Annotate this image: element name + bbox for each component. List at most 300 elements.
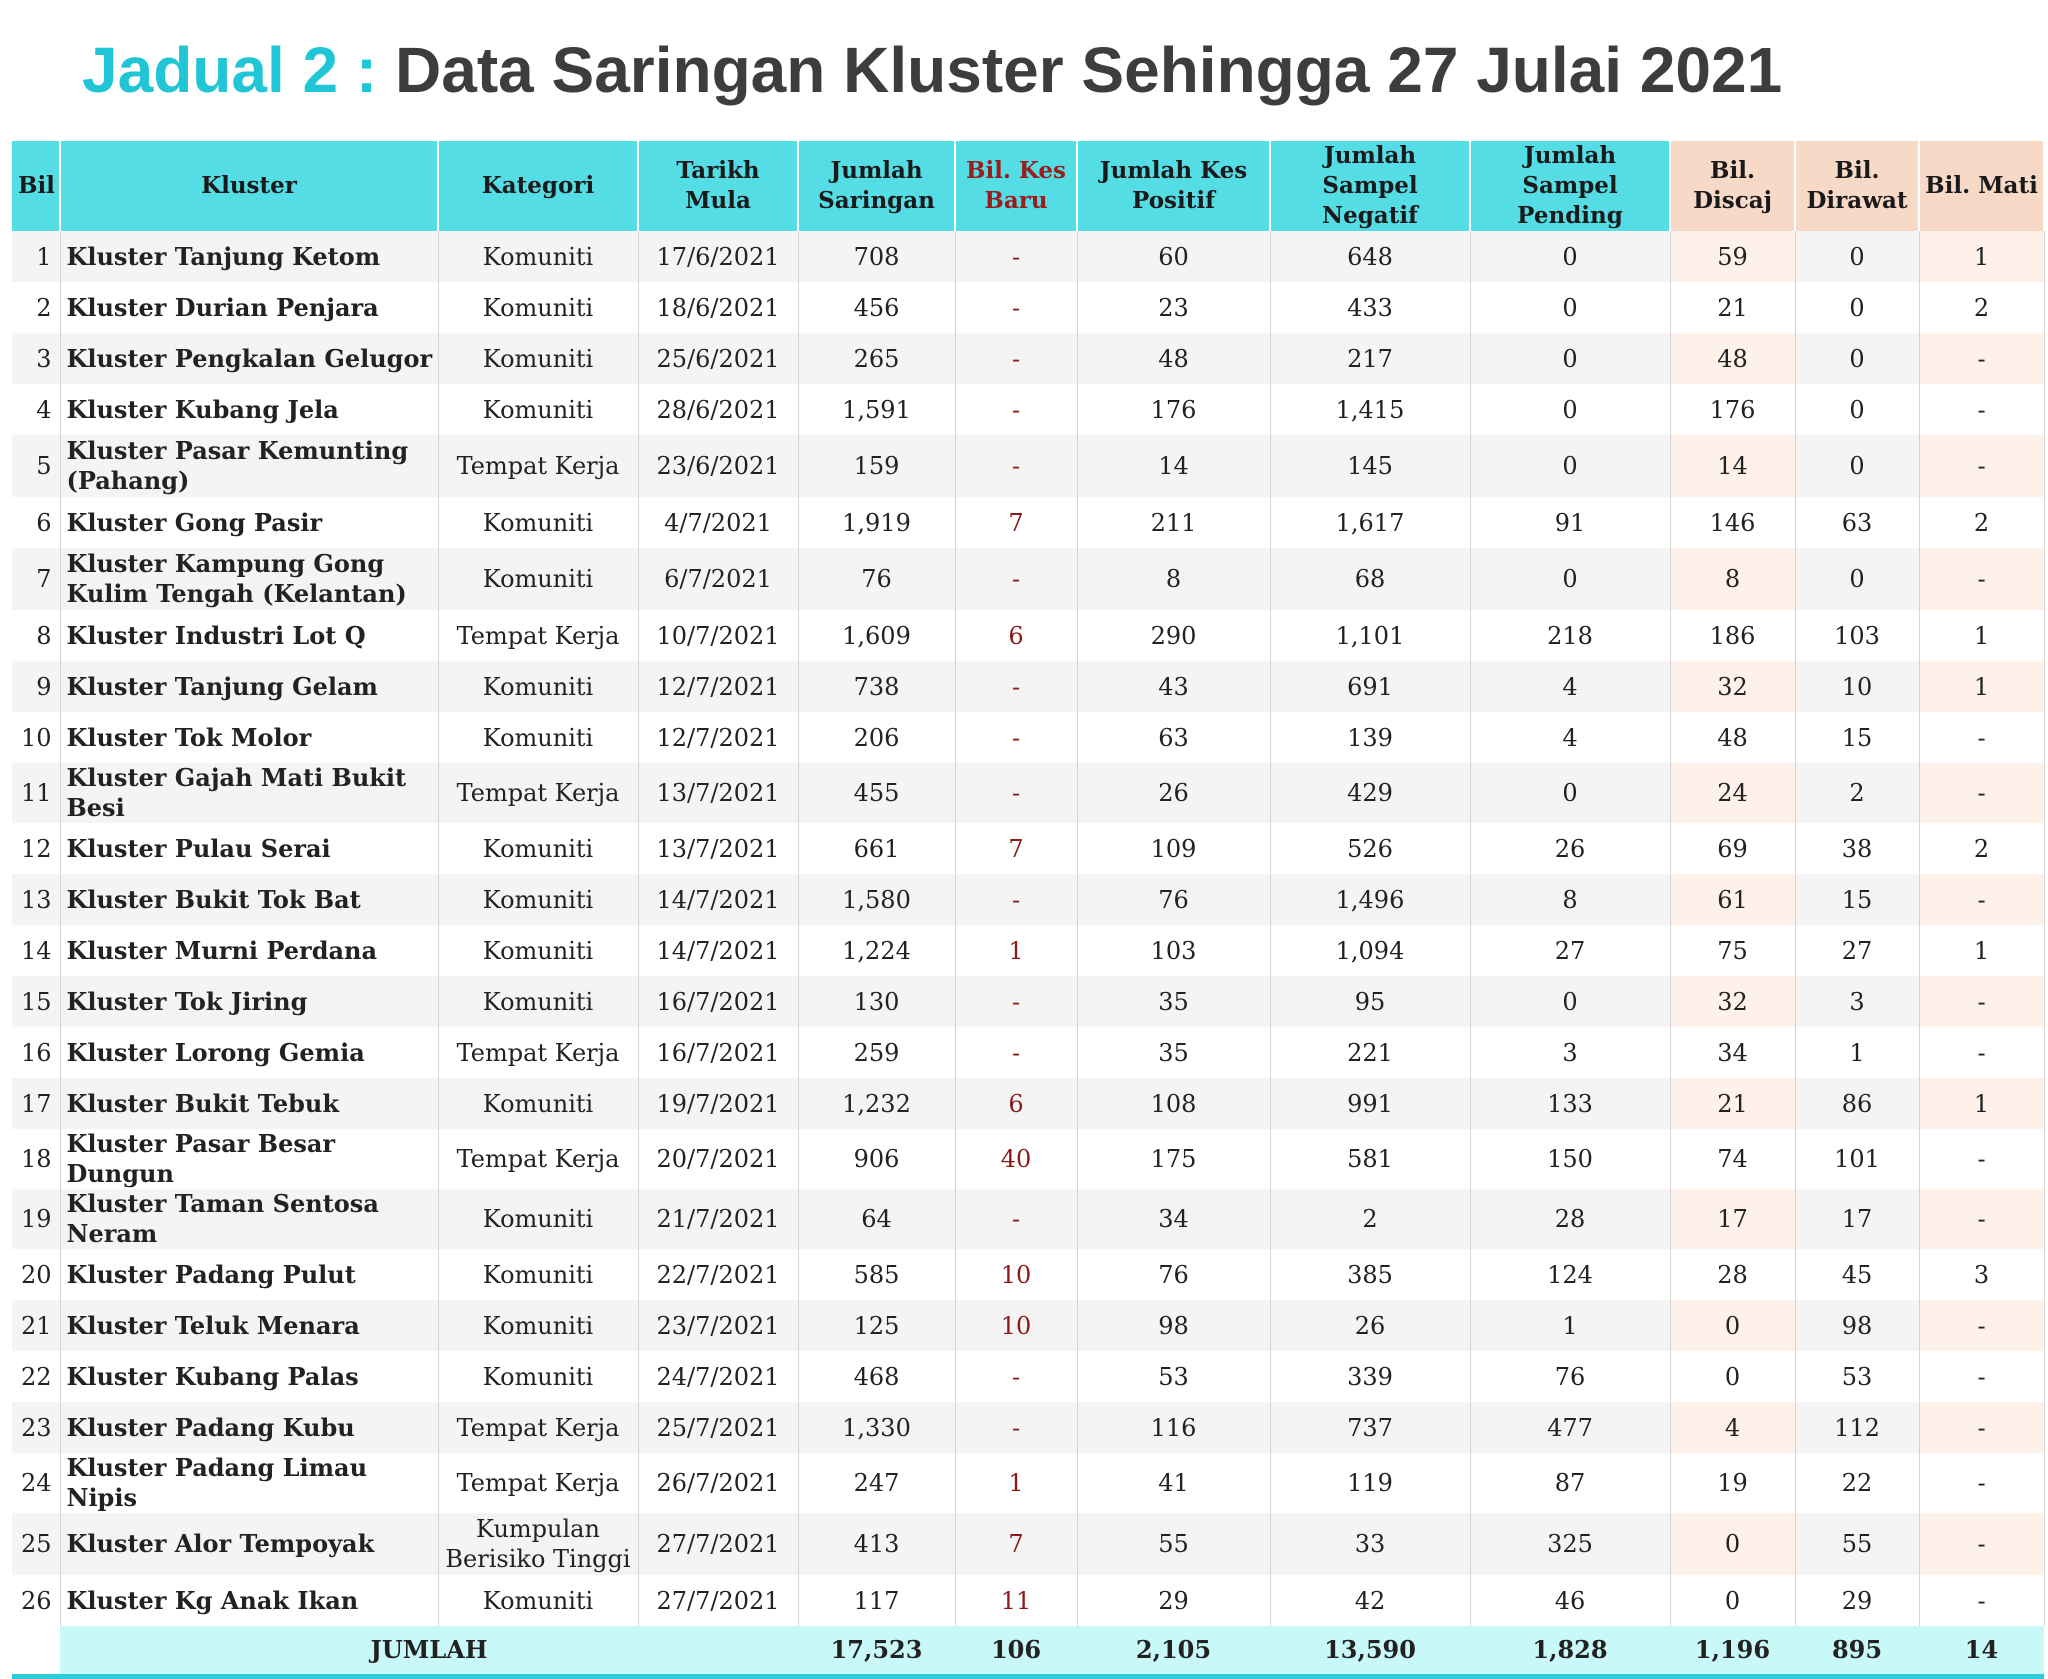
cell-mati: - [1919, 1027, 2044, 1078]
cell-kategori: Tempat Kerja [438, 1453, 638, 1513]
cell-pending: 28 [1470, 1189, 1670, 1249]
cell-bil: 18 [12, 1129, 60, 1189]
cell-saringan: 125 [798, 1300, 955, 1351]
cell-kategori: Komuniti [438, 384, 638, 435]
cell-mati: - [1919, 1129, 2044, 1189]
col-header-kategori: Kategori [438, 141, 638, 231]
cell-kategori: Komuniti [438, 1189, 638, 1249]
cell-positif: 116 [1077, 1402, 1270, 1453]
cell-kes-baru: - [955, 763, 1077, 823]
cell-negatif: 691 [1270, 661, 1470, 712]
cell-negatif: 1,415 [1270, 384, 1470, 435]
cell-negatif: 526 [1270, 823, 1470, 874]
cell-kluster: Kluster Kampung Gong Kulim Tengah (Kelantan) [60, 548, 438, 610]
col-header-pending: Jumlah Sampel Pending [1470, 141, 1670, 231]
total-discaj: 1,196 [1670, 1626, 1795, 1677]
cell-kes-baru: - [955, 548, 1077, 610]
cell-dirawat: 10 [1795, 661, 1919, 712]
total-row [12, 1626, 2044, 1677]
cell-kategori: Komuniti [438, 1575, 638, 1626]
cell-dirawat: 15 [1795, 712, 1919, 763]
total-blank [12, 1626, 60, 1677]
cell-positif: 26 [1077, 763, 1270, 823]
table-row [12, 497, 2044, 548]
cell-mati: - [1919, 1189, 2044, 1249]
cell-saringan: 906 [798, 1129, 955, 1189]
cell-saringan: 708 [798, 231, 955, 282]
cell-pending: 0 [1470, 548, 1670, 610]
cell-kategori: Tempat Kerja [438, 1129, 638, 1189]
total-saringan: 17,523 [798, 1626, 955, 1677]
cell-kes-baru: - [955, 1027, 1077, 1078]
cell-tarikh: 22/7/2021 [638, 1249, 798, 1300]
cell-dirawat: 3 [1795, 976, 1919, 1027]
cell-positif: 60 [1077, 231, 1270, 282]
cell-discaj: 34 [1670, 1027, 1795, 1078]
cell-positif: 76 [1077, 1249, 1270, 1300]
cell-pending: 477 [1470, 1402, 1670, 1453]
cell-dirawat: 63 [1795, 497, 1919, 548]
cell-tarikh: 23/7/2021 [638, 1300, 798, 1351]
cell-kluster: Kluster Durian Penjara [60, 282, 438, 333]
cell-negatif: 1,094 [1270, 925, 1470, 976]
cell-negatif: 33 [1270, 1513, 1470, 1575]
cell-saringan: 456 [798, 282, 955, 333]
cell-pending: 124 [1470, 1249, 1670, 1300]
cell-saringan: 259 [798, 1027, 955, 1078]
cell-positif: 23 [1077, 282, 1270, 333]
cell-mati: 1 [1919, 661, 2044, 712]
cell-pending: 4 [1470, 661, 1670, 712]
cell-tarikh: 24/7/2021 [638, 1351, 798, 1402]
cell-kluster: Kluster Pulau Serai [60, 823, 438, 874]
col-header-bil: Bil [12, 141, 60, 231]
cell-mati: - [1919, 1402, 2044, 1453]
cell-kes-baru: - [955, 384, 1077, 435]
col-header-saringan: Jumlah Saringan [798, 141, 955, 231]
cell-mati: - [1919, 1575, 2044, 1626]
cell-discaj: 28 [1670, 1249, 1795, 1300]
table-row [12, 548, 2044, 610]
cell-pending: 133 [1470, 1078, 1670, 1129]
col-header-dirawat: Bil. Dirawat [1795, 141, 1919, 231]
cell-tarikh: 13/7/2021 [638, 763, 798, 823]
cell-saringan: 455 [798, 763, 955, 823]
cell-kes-baru: 11 [955, 1575, 1077, 1626]
cell-positif: 175 [1077, 1129, 1270, 1189]
cell-bil: 11 [12, 763, 60, 823]
cell-positif: 63 [1077, 712, 1270, 763]
col-header-mati: Bil. Mati [1919, 141, 2044, 231]
cell-kategori: Tempat Kerja [438, 435, 638, 497]
cell-discaj: 19 [1670, 1453, 1795, 1513]
cell-saringan: 1,232 [798, 1078, 955, 1129]
cell-positif: 34 [1077, 1189, 1270, 1249]
cell-kes-baru: - [955, 282, 1077, 333]
cell-saringan: 64 [798, 1189, 955, 1249]
table-row [12, 976, 2044, 1027]
cell-kluster: Kluster Bukit Tebuk [60, 1078, 438, 1129]
table-row [12, 1453, 2044, 1513]
cell-dirawat: 86 [1795, 1078, 1919, 1129]
cell-kategori: Tempat Kerja [438, 763, 638, 823]
cell-kluster: Kluster Padang Limau Nipis [60, 1453, 438, 1513]
cell-tarikh: 16/7/2021 [638, 1027, 798, 1078]
cell-negatif: 648 [1270, 231, 1470, 282]
cell-discaj: 61 [1670, 874, 1795, 925]
cell-saringan: 468 [798, 1351, 955, 1402]
cell-negatif: 385 [1270, 1249, 1470, 1300]
cell-kluster: Kluster Tanjung Ketom [60, 231, 438, 282]
cell-kluster: Kluster Tok Molor [60, 712, 438, 763]
header-row [12, 141, 2044, 231]
cell-saringan: 661 [798, 823, 955, 874]
col-header-discaj: Bil. Discaj [1670, 141, 1795, 231]
cell-positif: 103 [1077, 925, 1270, 976]
cell-mati: - [1919, 435, 2044, 497]
col-header-positif: Jumlah Kes Positif [1077, 141, 1270, 231]
table-row [12, 333, 2044, 384]
cell-positif: 35 [1077, 1027, 1270, 1078]
cell-kluster: Kluster Gong Pasir [60, 497, 438, 548]
cell-tarikh: 6/7/2021 [638, 548, 798, 610]
cell-pending: 3 [1470, 1027, 1670, 1078]
cell-tarikh: 16/7/2021 [638, 976, 798, 1027]
cell-kluster: Kluster Padang Pulut [60, 1249, 438, 1300]
cell-negatif: 1,101 [1270, 610, 1470, 661]
cell-pending: 218 [1470, 610, 1670, 661]
cell-bil: 23 [12, 1402, 60, 1453]
cell-saringan: 1,919 [798, 497, 955, 548]
table-row [12, 661, 2044, 712]
cell-negatif: 95 [1270, 976, 1470, 1027]
cell-kluster: Kluster Gajah Mati Bukit Besi [60, 763, 438, 823]
cell-kategori: Komuniti [438, 661, 638, 712]
cell-tarikh: 25/6/2021 [638, 333, 798, 384]
cell-negatif: 433 [1270, 282, 1470, 333]
cell-negatif: 2 [1270, 1189, 1470, 1249]
cell-mati: 1 [1919, 231, 2044, 282]
cell-discaj: 0 [1670, 1575, 1795, 1626]
cell-positif: 211 [1077, 497, 1270, 548]
cell-kluster: Kluster Teluk Menara [60, 1300, 438, 1351]
cell-saringan: 1,330 [798, 1402, 955, 1453]
cell-tarikh: 28/6/2021 [638, 384, 798, 435]
cell-discaj: 14 [1670, 435, 1795, 497]
cell-kategori: Tempat Kerja [438, 1402, 638, 1453]
cell-pending: 46 [1470, 1575, 1670, 1626]
cell-mati: 2 [1919, 497, 2044, 548]
cell-kategori: Komuniti [438, 1300, 638, 1351]
cell-kes-baru: - [955, 712, 1077, 763]
cell-tarikh: 25/7/2021 [638, 1402, 798, 1453]
cell-discaj: 0 [1670, 1300, 1795, 1351]
title-prefix: Jadual 2 : [82, 34, 378, 106]
cell-kluster: Kluster Taman Sentosa Neram [60, 1189, 438, 1249]
cell-bil: 16 [12, 1027, 60, 1078]
cell-kluster: Kluster Industri Lot Q [60, 610, 438, 661]
cell-mati: - [1919, 1453, 2044, 1513]
cell-dirawat: 98 [1795, 1300, 1919, 1351]
title-text: Data Saringan Kluster Sehingga 27 Julai 2021 [395, 34, 1783, 106]
cell-kes-baru: 7 [955, 823, 1077, 874]
cell-discaj: 69 [1670, 823, 1795, 874]
cell-bil: 26 [12, 1575, 60, 1626]
cell-mati: - [1919, 548, 2044, 610]
cell-tarikh: 12/7/2021 [638, 712, 798, 763]
table-row [12, 610, 2044, 661]
cell-negatif: 1,496 [1270, 874, 1470, 925]
table-row [12, 823, 2044, 874]
cell-kluster: Kluster Bukit Tok Bat [60, 874, 438, 925]
cell-pending: 91 [1470, 497, 1670, 548]
cell-saringan: 1,224 [798, 925, 955, 976]
cell-kes-baru: 1 [955, 1453, 1077, 1513]
table-row [12, 1513, 2044, 1575]
cell-kategori: Komuniti [438, 1249, 638, 1300]
cell-kategori: Komuniti [438, 976, 638, 1027]
cell-bil: 4 [12, 384, 60, 435]
cluster-table [12, 141, 2045, 1679]
total-pending: 1,828 [1470, 1626, 1670, 1677]
cell-pending: 0 [1470, 384, 1670, 435]
cell-tarikh: 10/7/2021 [638, 610, 798, 661]
cell-mati: 2 [1919, 823, 2044, 874]
col-header-kes-baru: Bil. Kes Baru [955, 141, 1077, 231]
col-header-negatif: Jumlah Sampel Negatif [1270, 141, 1470, 231]
table-row [12, 1189, 2044, 1249]
cell-kluster: Kluster Pasar Kemunting (Pahang) [60, 435, 438, 497]
total-label: JUMLAH [60, 1626, 798, 1677]
cell-dirawat: 17 [1795, 1189, 1919, 1249]
cell-kes-baru: - [955, 333, 1077, 384]
cell-kategori: Komuniti [438, 823, 638, 874]
cell-mati: - [1919, 1351, 2044, 1402]
total-mati: 14 [1919, 1626, 2044, 1677]
cell-positif: 108 [1077, 1078, 1270, 1129]
total-positif: 2,105 [1077, 1626, 1270, 1677]
cell-discaj: 24 [1670, 763, 1795, 823]
cell-bil: 22 [12, 1351, 60, 1402]
cell-saringan: 159 [798, 435, 955, 497]
cell-dirawat: 0 [1795, 384, 1919, 435]
col-header-kluster: Kluster [60, 141, 438, 231]
cell-negatif: 221 [1270, 1027, 1470, 1078]
cell-kategori: Tempat Kerja [438, 610, 638, 661]
cell-pending: 1 [1470, 1300, 1670, 1351]
table-row [12, 435, 2044, 497]
table-row [12, 1575, 2044, 1626]
cell-kluster: Kluster Kubang Palas [60, 1351, 438, 1402]
cell-kes-baru: - [955, 874, 1077, 925]
cell-kategori: Komuniti [438, 282, 638, 333]
cell-saringan: 117 [798, 1575, 955, 1626]
cell-dirawat: 112 [1795, 1402, 1919, 1453]
cell-tarikh: 27/7/2021 [638, 1575, 798, 1626]
total-negatif: 13,590 [1270, 1626, 1470, 1677]
cell-bil: 12 [12, 823, 60, 874]
table-row [12, 763, 2044, 823]
cell-kategori: Komuniti [438, 1351, 638, 1402]
cell-mati: - [1919, 333, 2044, 384]
cell-tarikh: 23/6/2021 [638, 435, 798, 497]
cell-mati: 3 [1919, 1249, 2044, 1300]
cell-pending: 150 [1470, 1129, 1670, 1189]
cell-pending: 0 [1470, 282, 1670, 333]
cell-bil: 25 [12, 1513, 60, 1575]
cell-discaj: 21 [1670, 282, 1795, 333]
cell-positif: 14 [1077, 435, 1270, 497]
cell-mati: 1 [1919, 925, 2044, 976]
cell-kes-baru: 7 [955, 497, 1077, 548]
cell-pending: 8 [1470, 874, 1670, 925]
cell-kes-baru: 10 [955, 1300, 1077, 1351]
cell-pending: 325 [1470, 1513, 1670, 1575]
cell-mati: - [1919, 1300, 2044, 1351]
cell-tarikh: 13/7/2021 [638, 823, 798, 874]
cell-negatif: 145 [1270, 435, 1470, 497]
cell-kategori: Komuniti [438, 231, 638, 282]
cell-mati: 1 [1919, 1078, 2044, 1129]
total-dirawat: 895 [1795, 1626, 1919, 1677]
cell-discaj: 21 [1670, 1078, 1795, 1129]
cell-bil: 10 [12, 712, 60, 763]
cell-saringan: 247 [798, 1453, 955, 1513]
cell-negatif: 737 [1270, 1402, 1470, 1453]
cell-bil: 13 [12, 874, 60, 925]
cell-discaj: 48 [1670, 333, 1795, 384]
cell-discaj: 75 [1670, 925, 1795, 976]
cell-bil: 1 [12, 231, 60, 282]
cell-dirawat: 29 [1795, 1575, 1919, 1626]
cell-kes-baru: - [955, 231, 1077, 282]
cell-pending: 76 [1470, 1351, 1670, 1402]
cell-kategori: Komuniti [438, 874, 638, 925]
cell-positif: 35 [1077, 976, 1270, 1027]
cell-mati: - [1919, 712, 2044, 763]
cell-dirawat: 0 [1795, 282, 1919, 333]
cell-positif: 55 [1077, 1513, 1270, 1575]
cell-kategori: Tempat Kerja [438, 1027, 638, 1078]
table-row [12, 1027, 2044, 1078]
cell-bil: 8 [12, 610, 60, 661]
cell-positif: 29 [1077, 1575, 1270, 1626]
cell-kluster: Kluster Alor Tempoyak [60, 1513, 438, 1575]
table-row [12, 1129, 2044, 1189]
table-row [12, 231, 2044, 282]
cell-saringan: 738 [798, 661, 955, 712]
cell-positif: 53 [1077, 1351, 1270, 1402]
cell-negatif: 119 [1270, 1453, 1470, 1513]
cell-discaj: 32 [1670, 976, 1795, 1027]
cell-dirawat: 53 [1795, 1351, 1919, 1402]
cell-bil: 17 [12, 1078, 60, 1129]
cell-negatif: 139 [1270, 712, 1470, 763]
table-body [12, 231, 2044, 1626]
cell-kluster: Kluster Murni Perdana [60, 925, 438, 976]
cell-negatif: 1,617 [1270, 497, 1470, 548]
cell-kluster: Kluster Kg Anak Ikan [60, 1575, 438, 1626]
cell-discaj: 146 [1670, 497, 1795, 548]
cell-saringan: 1,609 [798, 610, 955, 661]
cell-saringan: 1,591 [798, 384, 955, 435]
cell-positif: 76 [1077, 874, 1270, 925]
cell-negatif: 68 [1270, 548, 1470, 610]
cell-dirawat: 0 [1795, 435, 1919, 497]
table-row [12, 712, 2044, 763]
cell-mati: - [1919, 976, 2044, 1027]
cell-dirawat: 27 [1795, 925, 1919, 976]
cell-pending: 0 [1470, 763, 1670, 823]
cell-positif: 8 [1077, 548, 1270, 610]
cell-positif: 48 [1077, 333, 1270, 384]
cell-kategori: Komuniti [438, 333, 638, 384]
table-row [12, 384, 2044, 435]
cell-bil: 14 [12, 925, 60, 976]
cell-kes-baru: - [955, 661, 1077, 712]
cell-dirawat: 22 [1795, 1453, 1919, 1513]
cell-pending: 0 [1470, 231, 1670, 282]
cell-tarikh: 20/7/2021 [638, 1129, 798, 1189]
cell-positif: 41 [1077, 1453, 1270, 1513]
cell-saringan: 206 [798, 712, 955, 763]
cell-tarikh: 14/7/2021 [638, 925, 798, 976]
cell-discaj: 176 [1670, 384, 1795, 435]
cell-tarikh: 4/7/2021 [638, 497, 798, 548]
cell-dirawat: 38 [1795, 823, 1919, 874]
cell-dirawat: 45 [1795, 1249, 1919, 1300]
cell-kluster: Kluster Kubang Jela [60, 384, 438, 435]
cell-pending: 26 [1470, 823, 1670, 874]
col-header-tarikh: Tarikh Mula [638, 141, 798, 231]
cell-positif: 98 [1077, 1300, 1270, 1351]
cell-pending: 0 [1470, 976, 1670, 1027]
table-row [12, 874, 2044, 925]
cell-kategori: Komuniti [438, 497, 638, 548]
cell-discaj: 0 [1670, 1351, 1795, 1402]
cell-positif: 290 [1077, 610, 1270, 661]
page-title [82, 30, 1782, 110]
cell-kes-baru: 6 [955, 610, 1077, 661]
cell-kes-baru: 10 [955, 1249, 1077, 1300]
cell-kes-baru: - [955, 976, 1077, 1027]
cell-negatif: 42 [1270, 1575, 1470, 1626]
cell-pending: 87 [1470, 1453, 1670, 1513]
cell-dirawat: 1 [1795, 1027, 1919, 1078]
cell-kategori: Komuniti [438, 925, 638, 976]
table-row [12, 1402, 2044, 1453]
cell-positif: 176 [1077, 384, 1270, 435]
cell-saringan: 585 [798, 1249, 955, 1300]
cell-dirawat: 0 [1795, 231, 1919, 282]
cell-bil: 19 [12, 1189, 60, 1249]
cell-negatif: 26 [1270, 1300, 1470, 1351]
cell-tarikh: 12/7/2021 [638, 661, 798, 712]
table-row [12, 1351, 2044, 1402]
cell-dirawat: 2 [1795, 763, 1919, 823]
cell-bil: 20 [12, 1249, 60, 1300]
cell-dirawat: 101 [1795, 1129, 1919, 1189]
cell-dirawat: 55 [1795, 1513, 1919, 1575]
cell-dirawat: 0 [1795, 333, 1919, 384]
cell-kluster: Kluster Tanjung Gelam [60, 661, 438, 712]
cell-kes-baru: 40 [955, 1129, 1077, 1189]
cell-kategori: Kumpulan Berisiko Tinggi [438, 1513, 638, 1575]
cell-bil: 7 [12, 548, 60, 610]
cell-discaj: 59 [1670, 231, 1795, 282]
cell-kluster: Kluster Pasar Besar Dungun [60, 1129, 438, 1189]
cell-dirawat: 15 [1795, 874, 1919, 925]
